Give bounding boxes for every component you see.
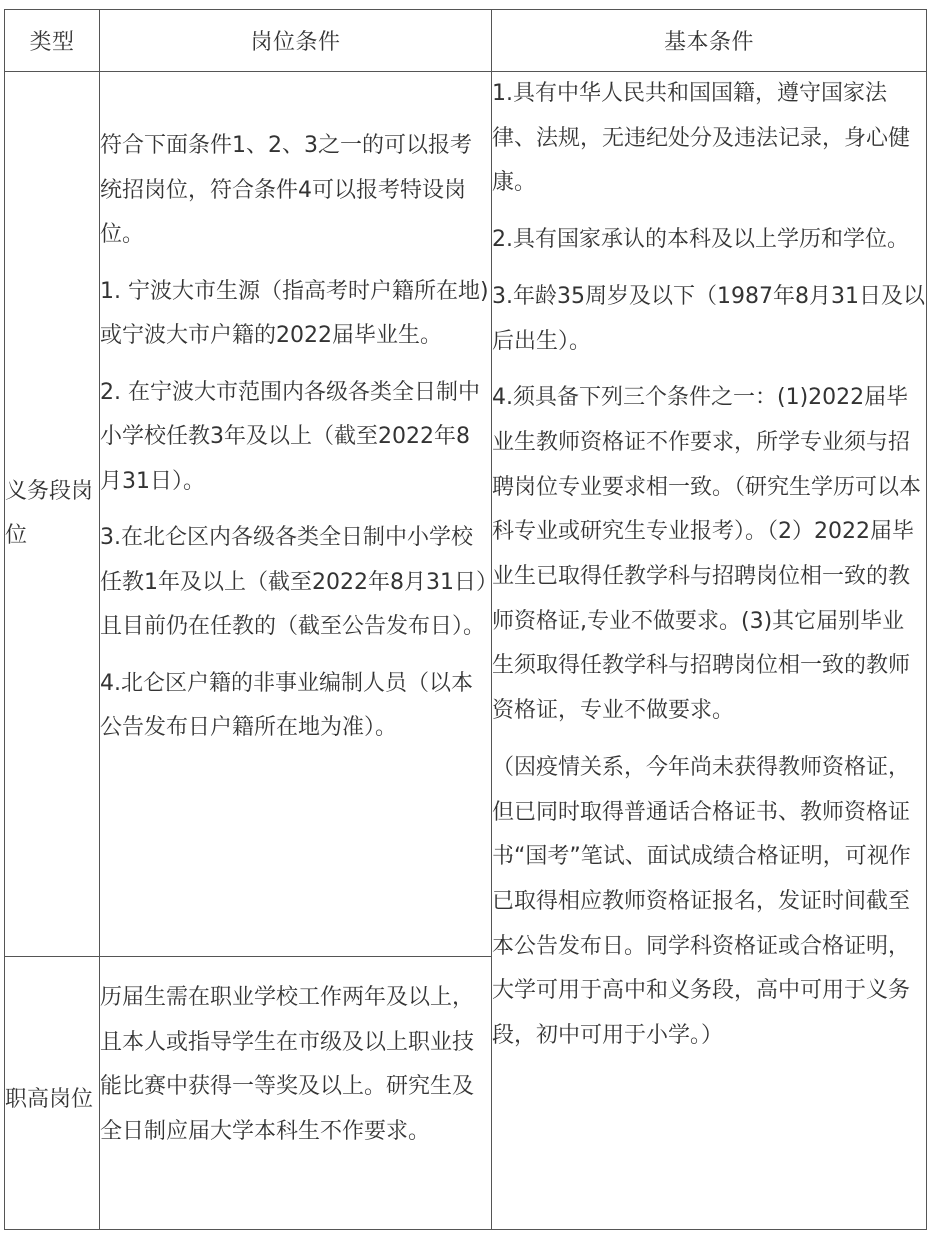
document-page bbox=[4, 9, 926, 1229]
post-conditions-vocational bbox=[100, 957, 492, 1230]
table-row-compulsory bbox=[5, 72, 927, 957]
recruitment-conditions-table bbox=[4, 9, 927, 1230]
table-header-row bbox=[5, 10, 927, 72]
type-compulsory: 义务段岗位 bbox=[5, 72, 100, 957]
basic-condition-paragraph: 1.具有中华人民共和国国籍，遵守国家法律、法规，无违纪处分及违法记录，身心健康。 bbox=[492, 81, 911, 196]
post-condition-paragraph: 2. 在宁波大市范围内各级各类全日制中小学校任教3年及以上（截至2022年8月31日）。 bbox=[100, 379, 480, 494]
basic-condition-paragraph: 3.年龄35周岁及以下（1987年8月31日及以后出生）。 bbox=[492, 283, 925, 354]
post-conditions-compulsory bbox=[100, 72, 492, 957]
post-condition-paragraph: 符合下面条件1、2、3之一的可以报考统招岗位，符合条件4可以报考特设岗位。 bbox=[100, 133, 472, 247]
post-condition-paragraph: 历届生需在职业学校工作两年及以上，且本人或指导学生在市级及以上职业技能比赛中获得一等奖及以上。研究生及全日制应届大学本科生不作要求。 bbox=[100, 985, 475, 1144]
basic-condition-paragraph: 4.须具备下列三个条件之一：(1)2022届毕业生教师资格证不作要求，所学专业须与招聘岗位专业要求相一致。（研究生学历可以本科专业或研究生专业报考）。（2）2022届毕业生已取得任教学科与招聘岗位相一致的教师资格证,专业不做要求。(3)其它届别毕业生须取得任教学科与招聘岗位相一致的教师资格证，专业不做要求。 bbox=[492, 385, 922, 724]
basic-condition-paragraph: （因疫情关系，今年尚未获得教师资格证，但已同时取得普通话合格证书、教师资格证书“国考”笔试、面试成绩合格证明，可视作已取得相应教师资格证报名，发证时间截至本公告发布日。同学科资格证或合格证明，大学可用于高中和义务段，高中可用于义务段，初中可用于小学。） bbox=[492, 754, 911, 1049]
basic-conditions-cell bbox=[492, 72, 927, 1230]
header-post-conditions: 岗位条件 bbox=[100, 10, 492, 72]
header-type: 类型 bbox=[5, 10, 100, 72]
post-condition-paragraph: 4.北仑区户籍的非事业编制人员（以本公告发布日户籍所在地为准）。 bbox=[100, 670, 473, 740]
header-basic-conditions: 基本条件 bbox=[492, 10, 927, 72]
post-condition-paragraph: 1. 宁波大市生源（指高考时户籍所在地)或宁波大市户籍的2022届毕业生。 bbox=[100, 278, 489, 348]
basic-condition-paragraph: 2.具有国家承认的本科及以上学历和学位。 bbox=[492, 227, 909, 253]
post-condition-paragraph: 3.在北仑区内各级各类全日制中小学校任教1年及以上（截至2022年8月31日）且目前仍在任教的（截至公告发布日）。 bbox=[100, 525, 487, 639]
type-vocational: 职高岗位 bbox=[5, 957, 100, 1230]
